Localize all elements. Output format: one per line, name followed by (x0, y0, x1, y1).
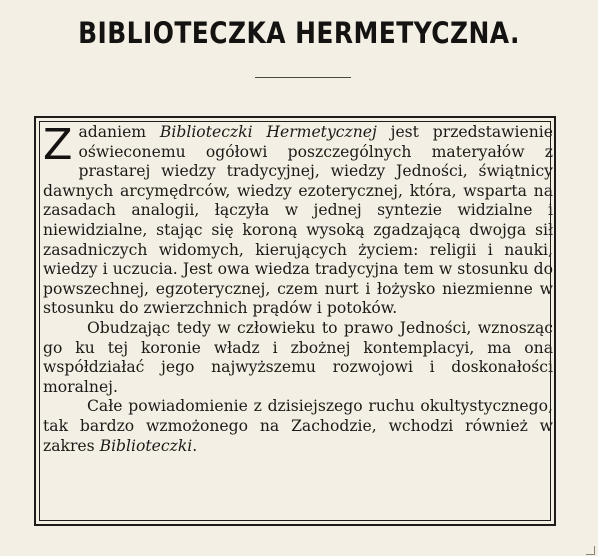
title-divider (255, 77, 351, 78)
paragraph-3-rest: . (192, 436, 198, 455)
page-corner-mark (586, 546, 595, 555)
page-title: BIBLIOTECZKA HERMETYCZNA. (78, 16, 520, 50)
paragraph-3-italic: Biblioteczki (99, 436, 193, 455)
paragraph-3-lead: Całe powiadomienie z dzisiejszego ruchu okultystycznego, tak bardzo wzmożonego na Zachodzie, wchodzi również w zakres (43, 397, 553, 455)
drop-cap: Z (43, 120, 73, 170)
paragraph-2: Obudzając tedy w człowieku to prawo Jedności, wznosząc go ku tej koronie władz i zbożnej kontemplacyi, ma ona współdziałać jego najwyższemu rozwojowi i doskonałości moralnej. (43, 318, 553, 396)
paragraph-3 (43, 397, 553, 456)
paragraph-1-rest: jest przedstawienie oświeconemu ogółowi poszczególnych materyałów z prastarej wiedzy tradycyjnej, wiedzy Jedności, świątnicy dawnych arcymędrców, wiedzy ezoterycznej, która, wsparta na zasadach analogii, łączyła w jednej syntezie widzialne i niewidzialne, stając się koroną wysoką zgadzającą dwojga sił zasadniczych widomych, kierujących życiem: religii i nauki, wiedzy i uczucia. Jest owa wiedza tradycyjna tem w stosunku do powszechnej, egzoterycznej, czem nurt i łożysko niezmienne w stosunku do zwierzchnich prądów i potoków. (43, 123, 554, 318)
paragraph-1-lead: adaniem (78, 123, 160, 141)
paragraph-1-italic: Biblioteczki Hermetycznej (159, 123, 377, 141)
body-text (43, 120, 554, 456)
paragraph-1 (43, 120, 554, 319)
